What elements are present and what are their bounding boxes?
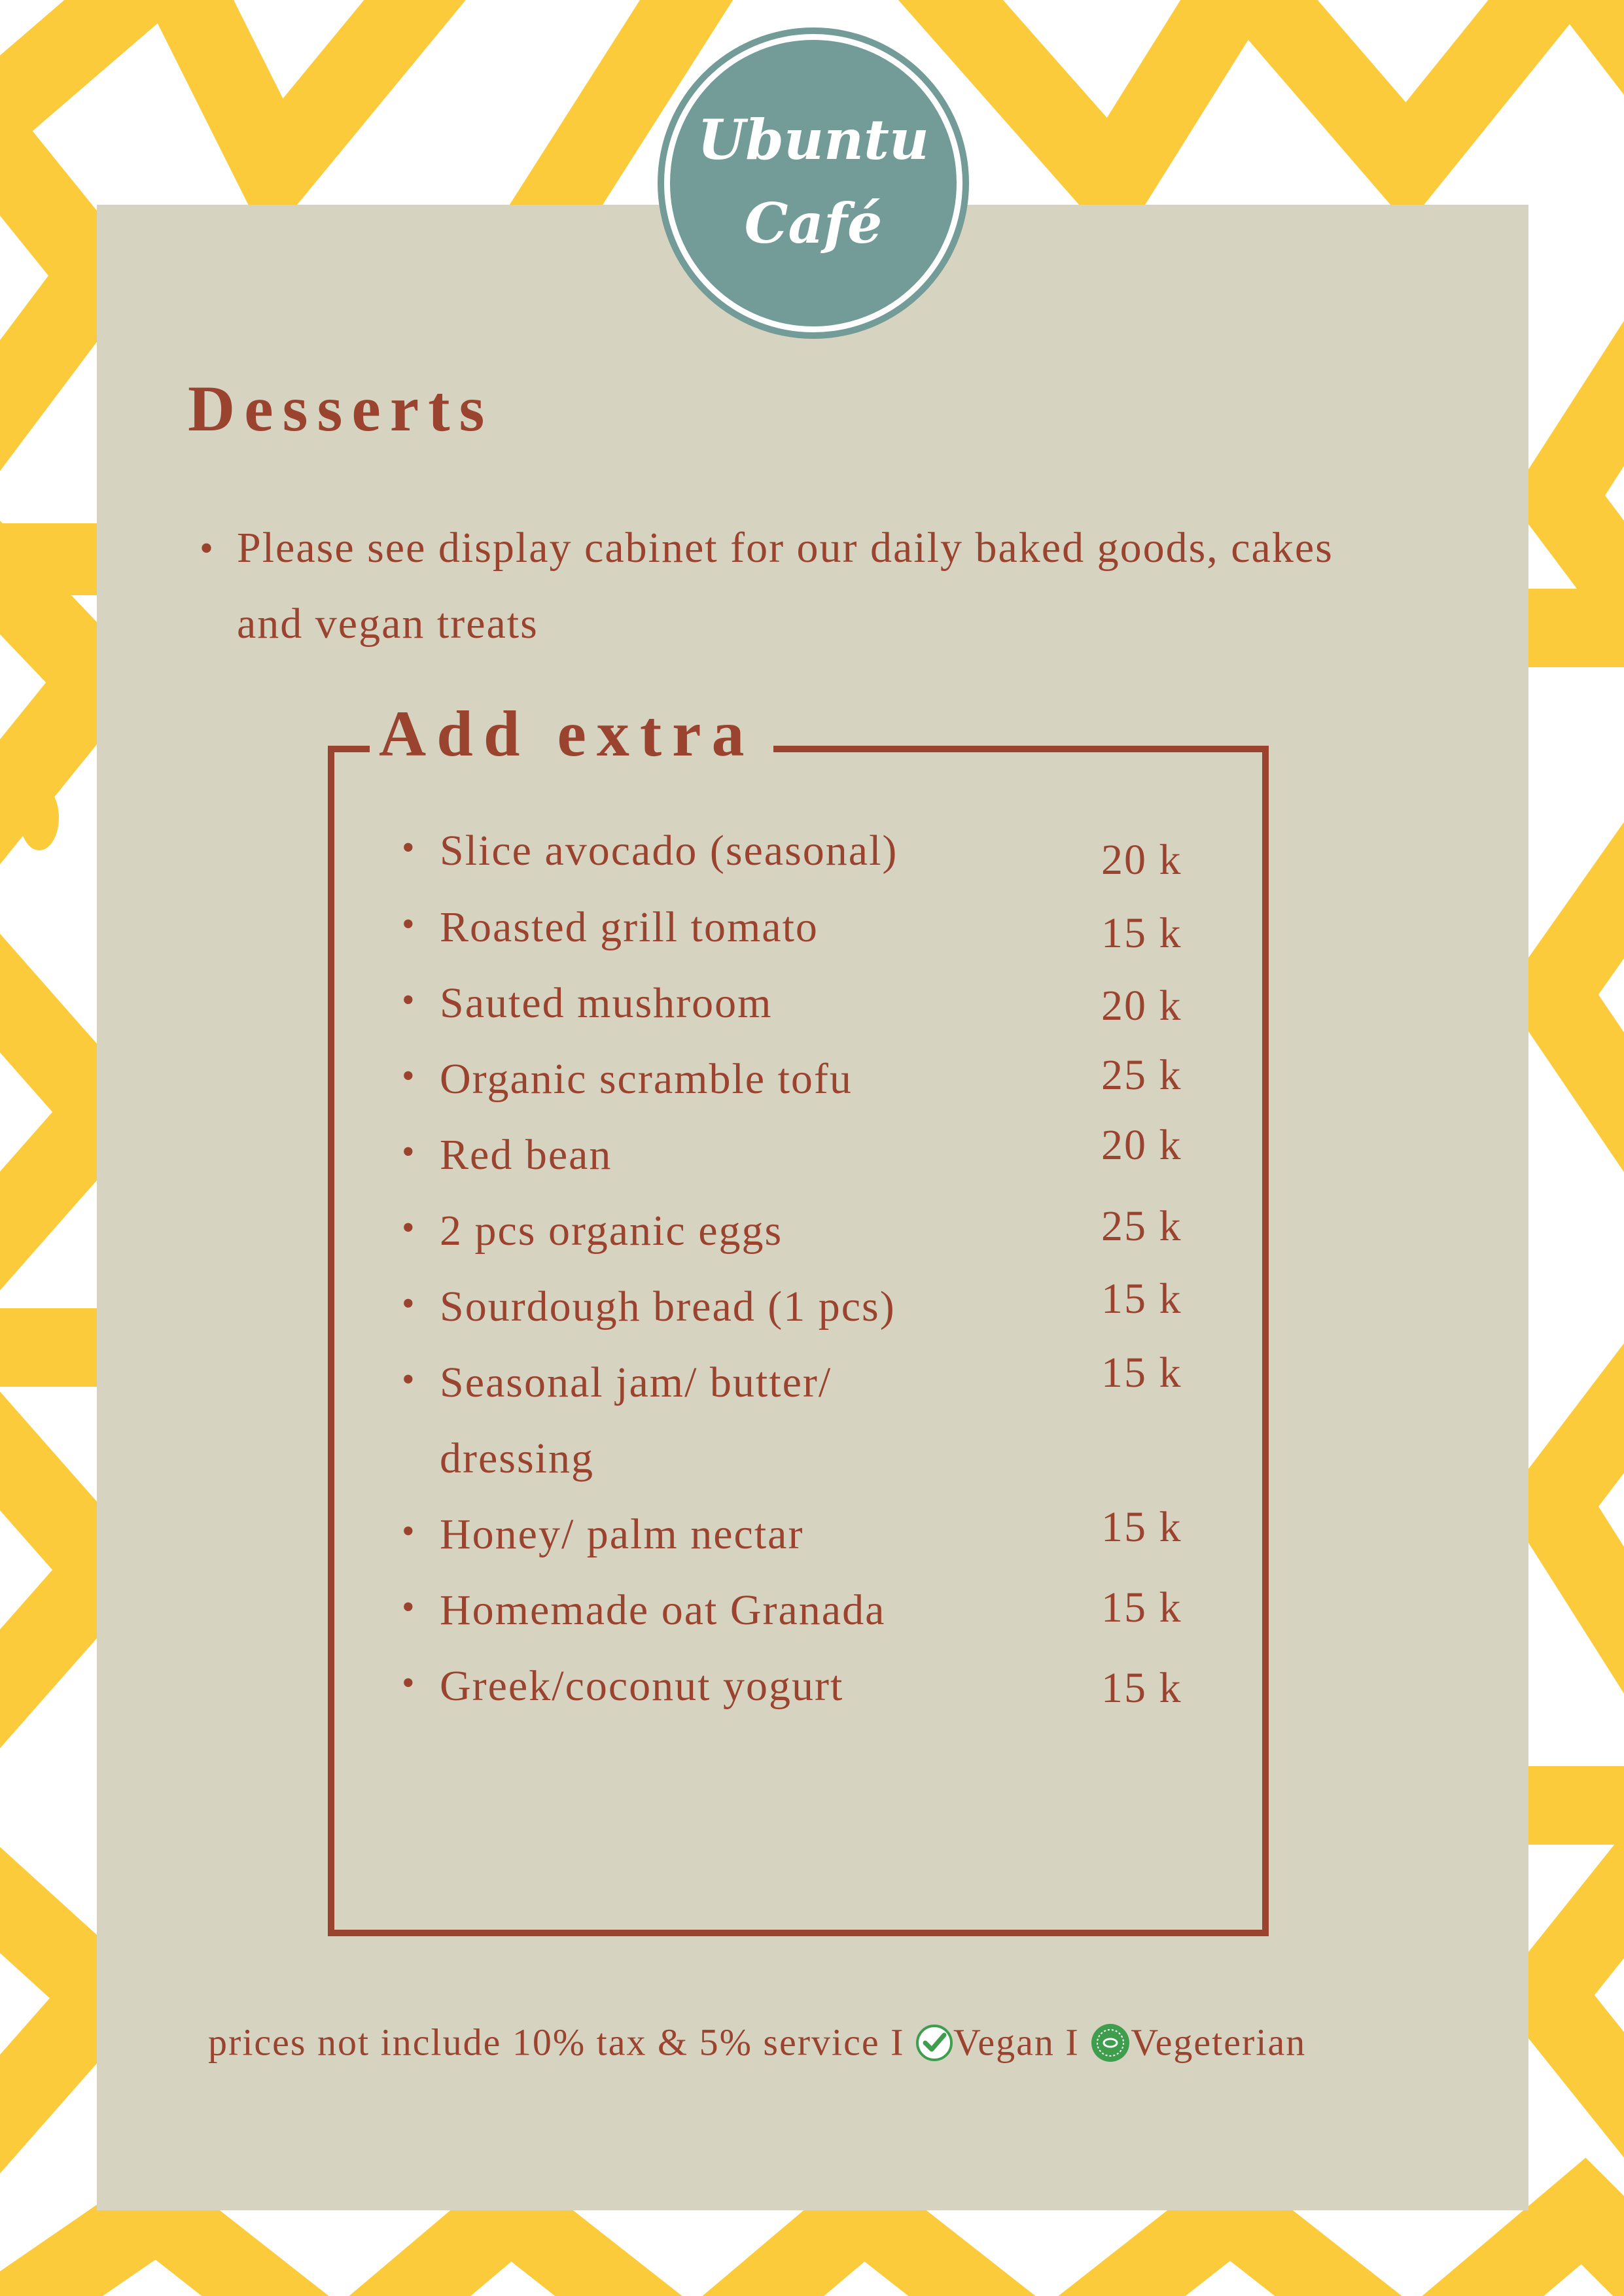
intro-note-text: Please see display cabinet for our daily baked goods, cakes and vegan treats	[237, 524, 1333, 648]
item-price: 15 k	[1101, 1503, 1182, 1551]
bullet-icon: •	[402, 1056, 416, 1096]
section-title: Desserts	[188, 372, 494, 445]
bullet-icon: •	[402, 1663, 416, 1703]
item-name: Sauted mushroom	[440, 979, 773, 1027]
item-name: Sourdough bread (1 pcs)	[440, 1283, 896, 1331]
cafe-logo	[658, 27, 969, 339]
item-name: Greek/coconut yogurt	[440, 1662, 844, 1710]
item-price: 15 k	[1101, 1275, 1182, 1323]
tax-note: prices not include 10% tax & 5% service I	[208, 2021, 905, 2064]
vegan-icon	[915, 2024, 953, 2062]
item-name: Homemade oat Granada	[440, 1586, 886, 1634]
item-name-line-2: dressing	[440, 1435, 594, 1482]
bullet-icon: •	[402, 1208, 416, 1248]
bullet-icon: •	[402, 1283, 416, 1324]
add-extra-title: Add extra	[370, 692, 773, 776]
bullet-icon: •	[402, 1587, 416, 1627]
logo-ring	[664, 34, 962, 332]
bullet-icon: •	[402, 1359, 416, 1400]
bullet-icon: •	[402, 904, 416, 945]
vegan-label: Vegan I	[953, 2021, 1080, 2064]
footer-note	[208, 2016, 1306, 2066]
item-name: Organic scramble tofu	[440, 1055, 853, 1103]
item-name: Seasonal jam/ butter/	[440, 1359, 832, 1406]
item-name: Roasted grill tomato	[440, 903, 819, 951]
item-price: 25 k	[1101, 1051, 1182, 1099]
item-price: 15 k	[1101, 1664, 1182, 1712]
bullet-icon: •	[402, 1511, 416, 1552]
logo-line-1: Ubuntu	[697, 107, 929, 172]
vegetarian-label: Vegeterian	[1131, 2021, 1307, 2064]
bullet-icon: •	[402, 1132, 416, 1172]
item-name: 2 pcs organic eggs	[440, 1207, 783, 1255]
add-extra-box	[328, 746, 1269, 1936]
item-price: 20 k	[1101, 982, 1182, 1030]
item-name: Honey/ palm nectar	[440, 1510, 804, 1558]
item-price: 20 k	[1101, 1121, 1182, 1169]
item-price: 15 k	[1101, 1349, 1182, 1397]
item-name: Slice avocado (seasonal)	[440, 827, 898, 875]
item-price: 15 k	[1101, 909, 1182, 957]
item-price: 15 k	[1101, 1584, 1182, 1631]
vegetarian-icon	[1090, 2023, 1131, 2063]
bullet-icon: •	[402, 827, 416, 868]
bullet-icon: •	[402, 980, 416, 1020]
bullet-icon: •	[200, 527, 215, 570]
item-name: Red bean	[440, 1131, 612, 1179]
item-price: 25 k	[1101, 1202, 1182, 1250]
item-price: 20 k	[1101, 836, 1182, 884]
logo-line-2: Café	[744, 191, 883, 256]
